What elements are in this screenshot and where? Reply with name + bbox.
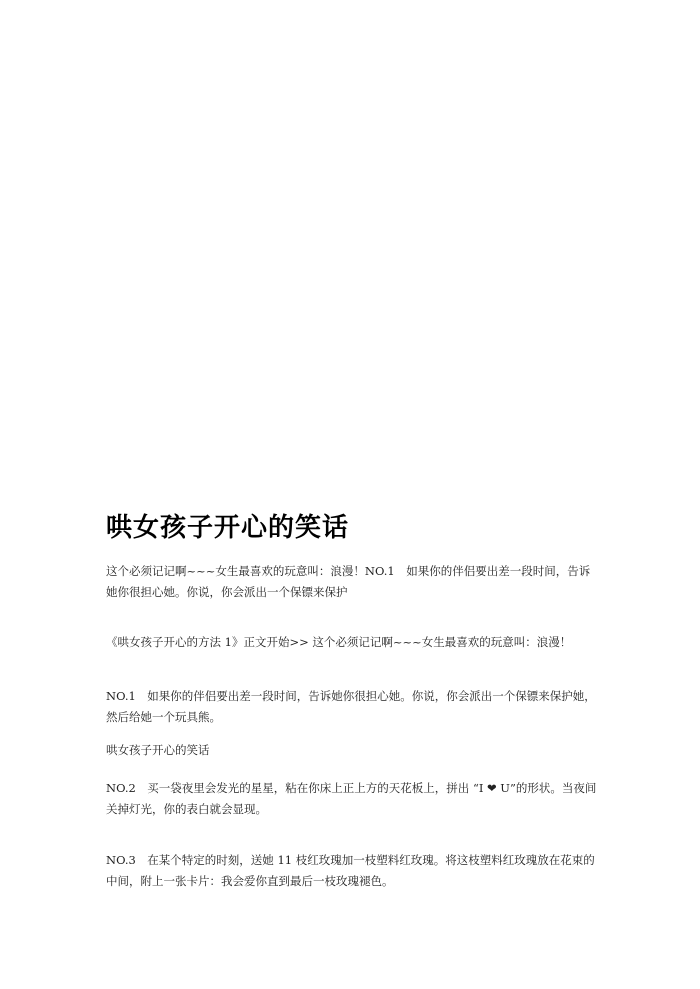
- paragraph-method-heading: 《哄女孩子开心的方法 1》正文开始>> 这个必须记记啊~~~女生最喜欢的玩意叫：浪漫！: [106, 635, 572, 649]
- paragraph-no3: NO.3 在某个特定的时刻，送她 11 枝红玫瑰加一枝塑料红玫瑰。将这枝塑料红玫瑰放在花束的中间，附上一张卡片：我会爱你直到最后一枝玫瑰褪色。: [106, 853, 595, 888]
- document-title: 哄女孩子开心的笑话: [106, 513, 350, 543]
- paragraph-no1: NO.1 如果你的伴侣要出差一段时间，告诉她你很担心她。你说，你会派出一个保镖来保护她，然后给她一个玩具熊。: [106, 689, 596, 724]
- paragraph-intro: 这个必须记记啊~~~女生最喜欢的玩意叫：浪漫！NO.1 如果你的伴侣要出差一段时间，告诉她你很担心她。你说，你会派出一个保镖来保护: [106, 564, 591, 599]
- paragraph-subheading: 哄女孩子开心的笑话: [106, 743, 210, 757]
- paragraph-no2: NO.2 买一袋夜里会发光的星星，粘在你床上正上方的天花板上，拼出 “I ❤ U”的形状。当夜间关掉灯光，你的表白就会显现。: [106, 781, 597, 816]
